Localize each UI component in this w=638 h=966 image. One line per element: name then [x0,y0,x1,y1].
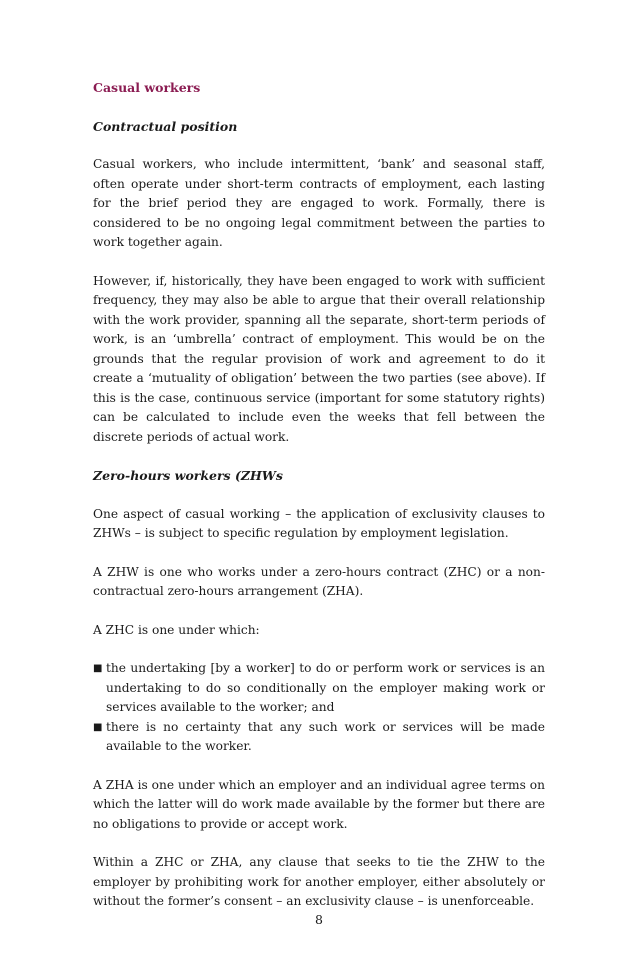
zero-hours-paragraph-4: A ZHA is one under which an employer and an individual agree terms on which the latter will do work made available by the former but there are no obligations to provide or accept work. [93,777,545,831]
zero-hours-heading: Zero-hours workers (ZHWs [93,468,283,483]
square-bullet-icon: ■ [93,663,103,674]
contractual-paragraph-1: Casual workers, who include intermittent, ‘bank’ and seasonal staff, often operate under short-term contracts of employment, each lasting for the brief period they are engaged to work. Formally, there is considered to be no ongoing legal commitment between the parties to work together again. [93,157,545,249]
list-item [93,718,545,757]
contractual-position-heading: Contractual position [93,118,238,134]
zhc-conditions-list [93,659,545,757]
zero-hours-paragraph-5: Within a ZHC or ZHA, any clause that seeks to tie the ZHW to the employer by prohibiting work for another employer, either absolutely or without the former’s consent – an exclusivity clause – is unenforceable. [93,855,545,908]
zero-hours-paragraph-1: One aspect of casual working – the application of exclusivity clauses to ZHWs – is subject to specific regulation by employment legislation. [93,506,545,540]
list-item-text: the undertaking [by a worker] to do or perform work or services is an undertaking to do so conditionally on the employer making work or services available to the worker; and [106,661,545,714]
list-item-text: there is no certainty that any such work or services will be made available to the worker. [106,719,545,753]
page-number: 8 [315,912,323,927]
contractual-paragraph-2: However, if, historically, they have been engaged to work with sufficient frequency, they may also be able to argue that their overall relationship with the work provider, spanning all the separate, short-term periods of work, is an ‘umbrella’ contract of employment. This would be on the grounds that the regular provision of work and agreement to do it create a ‘mutuality of obligation’ between the two parties (see above). If this is the case, continuous service (important for some statutory rights) can be calculated to include even the weeks that fell between the discrete periods of actual work. [93,273,545,444]
section-title: Casual workers [93,80,201,95]
document-body [93,78,545,931]
square-bullet-icon: ■ [93,721,103,733]
list-item [93,659,545,718]
zero-hours-paragraph-3: A ZHC is one under which: [93,622,260,637]
zero-hours-paragraph-2: A ZHW is one who works under a zero-hours contract (ZHC) or a non-contractual zero-hours arrangement (ZHA). [93,564,545,598]
